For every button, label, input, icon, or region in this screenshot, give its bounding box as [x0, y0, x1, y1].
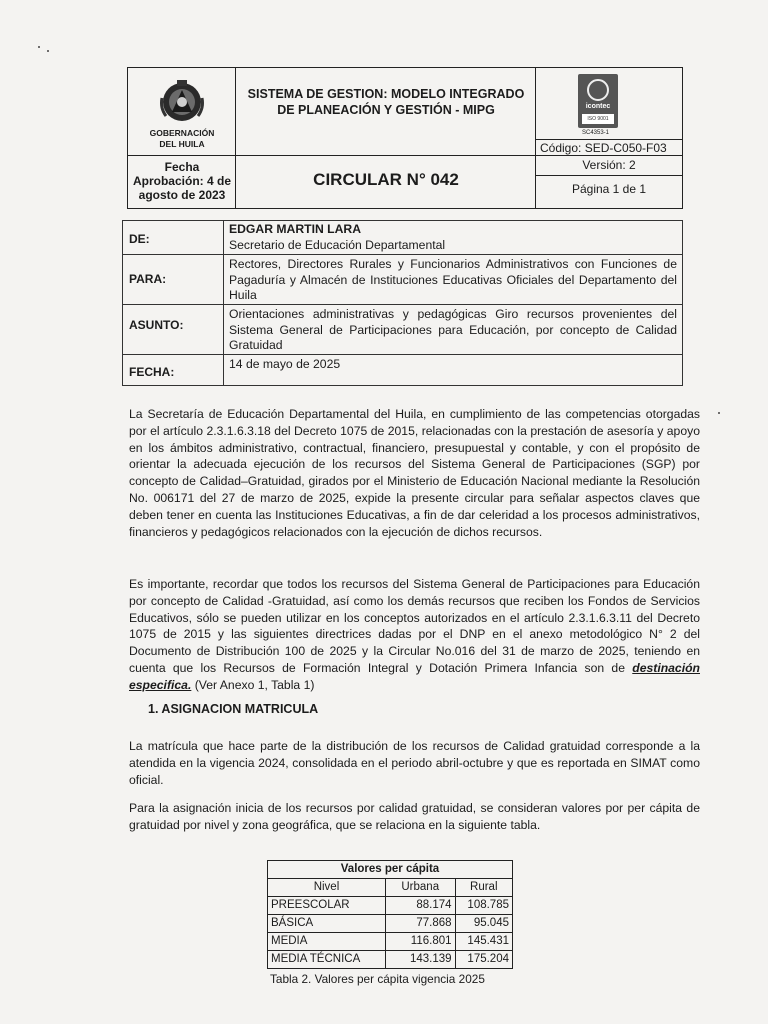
date-value: 14 de mayo de 2025 — [229, 357, 341, 371]
allocation-paragraph: Para la asignación inicia de los recursos por calidad gratuidad, se consideran valores por per cápita de gratuidad por nivel y zona geográfica, que se relaciona en la siguiente tabla. — [129, 801, 700, 832]
page-number: Página 1 de 1 — [571, 182, 647, 196]
column-divider — [223, 255, 224, 304]
version-cell — [536, 156, 682, 176]
scan-speck — [718, 412, 720, 414]
system-title — [236, 86, 536, 118]
urban-value-cell: 143.139 — [385, 951, 455, 969]
routing-info-table — [122, 220, 683, 386]
to-label: PARA: — [129, 272, 167, 286]
document-code: Código: SED-C050-F03 — [540, 141, 667, 155]
table-row — [268, 915, 513, 933]
resources-paragraph — [129, 576, 700, 694]
from-value — [229, 222, 677, 253]
table-caption: Tabla 2. Valores per cápita vigencia 2025 — [270, 972, 485, 986]
certification-ring-icon — [587, 79, 609, 101]
approval-date-line2: Aprobación: 4 de — [132, 174, 231, 188]
to-value: Rectores, Directores Rurales y Funcionarios Administrativos con Funciones de Pagaduría y Almacén de Instituciones Educativas Oficiales del Departamento del Huila — [229, 257, 677, 302]
column-header-rural: Rural — [455, 879, 512, 897]
document-header-table — [127, 67, 683, 209]
system-title-cell — [236, 68, 536, 156]
rural-value-cell: 145.431 — [455, 933, 512, 951]
organization-name — [128, 128, 236, 150]
annex-reference: (Ver Anexo 1, Tabla 1) — [191, 677, 315, 692]
approval-date-line3: agosto de 2023 — [138, 188, 226, 202]
urban-value-cell: 116.801 — [385, 933, 455, 951]
governorate-crest-icon — [158, 78, 206, 126]
to-row — [123, 255, 682, 305]
table-row — [268, 897, 513, 915]
system-title-line1: SISTEMA DE GESTION: MODELO INTEGRADO — [247, 87, 525, 101]
level-cell: BÁSICA — [268, 915, 386, 933]
urban-value-cell: 88.174 — [385, 897, 455, 915]
certification-iso: ISO 9001 — [582, 114, 614, 124]
rural-value-cell: 175.204 — [455, 951, 512, 969]
date-row — [123, 355, 682, 385]
code-cell — [536, 140, 682, 156]
urban-value-cell: 77.868 — [385, 915, 455, 933]
page-number-cell — [536, 176, 682, 208]
approval-date-cell — [128, 156, 236, 208]
certification-brand: icontec — [585, 103, 611, 110]
certification-number: SC4353-1 — [582, 130, 610, 136]
table-title: Valores per cápita — [268, 861, 513, 879]
table-title-row — [268, 861, 513, 879]
scan-speck — [38, 46, 40, 48]
level-cell: MEDIA TÉCNICA — [268, 951, 386, 969]
circular-cell — [236, 156, 536, 208]
certification-cell — [536, 68, 682, 140]
scan-speck — [47, 50, 49, 52]
organization-name-line2: DEL HUILA — [159, 139, 205, 149]
per-capita-values-table — [267, 860, 513, 969]
logo-cell — [128, 68, 236, 156]
column-divider — [223, 355, 224, 385]
level-cell: PREESCOLAR — [268, 897, 386, 915]
subject-row — [123, 305, 682, 355]
from-row — [123, 221, 682, 255]
approval-date — [128, 160, 236, 202]
rural-value-cell: 95.045 — [455, 915, 512, 933]
level-cell: MEDIA — [268, 933, 386, 951]
sender-title: Secretario de Educación Departamental — [229, 237, 446, 252]
specific-destination-emphasis: destinación especifica. — [129, 660, 700, 692]
organization-name-line1: GOBERNACIÓN — [149, 128, 215, 138]
enrollment-paragraph: La matrícula que hace parte de la distribución de los recursos de Calidad gratuidad corresponde a la atendida en la vigencia 2024, consolidada en el periodo abril-octubre y que es reportada en SIMAT como oficial. — [129, 739, 700, 787]
certification-logo — [578, 74, 618, 128]
from-label: DE: — [129, 232, 150, 246]
date-label: FECHA: — [129, 365, 175, 379]
table-row — [268, 933, 513, 951]
resources-paragraph-text: Es importante, recordar que todos los recursos del Sistema General de Participaciones para Educación por concepto de Calidad -Gratuidad, así como los demás recursos que reciben los Fondos de Servicios Educativos, sólo se pueden utilizar en los conceptos autorizados en el artículo 2.3.1.6.3.11 del Decreto 1075 de 2015 y las siguientes directrices dadas por el DNP en el anexo metodológico N° 2 del Documento de Distribución 100 de 2025 y la Circular No.016 del 31 de marzo de 2025, teniendo en cuenta que los Recursos de Formación Integral y Dotación Primera Infancia son de — [129, 577, 700, 675]
column-header-level: Nivel — [268, 879, 386, 897]
column-divider — [223, 305, 224, 354]
table-header-row — [268, 879, 513, 897]
circular-number: CIRCULAR N° 042 — [313, 170, 459, 189]
column-divider — [223, 221, 224, 254]
subject-value: Orientaciones administrativas y pedagógicas Giro recursos provenientes del Sistema General de Participaciones para Educación, por concepto de Calidad Gratuidad — [229, 307, 677, 352]
subject-label: ASUNTO: — [129, 318, 184, 332]
version-label: Versión: 2 — [582, 158, 636, 172]
section-heading-enrollment: 1. ASIGNACION MATRICULA — [148, 702, 319, 716]
approval-date-line1: Fecha — [164, 160, 200, 174]
column-header-urban: Urbana — [385, 879, 455, 897]
rural-value-cell: 108.785 — [455, 897, 512, 915]
intro-paragraph: La Secretaría de Educación Departamental del Huila, en cumplimiento de las competencias otorgadas por el artículo 2.3.1.6.3.18 del Decreto 1075 de 2015, relacionadas con la prestación de asesoría y apoyo en los ámbitos administrativo, contractual, financiero, presupuestal y contable, y con el propósito de orientar la adecuada ejecución de los recursos del Sistema General de Participaciones (SGP) por concepto de Calidad–Gratuidad, girados por el Ministerio de Educación Nacional mediante la Resolución No. 006171 del 27 de marzo de 2025, expide la presente circular para señalar aspectos claves que deben tener en cuenta las Instituciones Educativas, a fin de dar celeridad a los procesos administrativos, financieros y pedagógicos relacionados con la ejecución de dichos recursos. — [129, 407, 700, 539]
sender-name: EDGAR MARTIN LARA — [229, 222, 362, 236]
system-title-line2: DE PLANEACIÓN Y GESTIÓN - MIPG — [277, 103, 495, 117]
table-row — [268, 951, 513, 969]
